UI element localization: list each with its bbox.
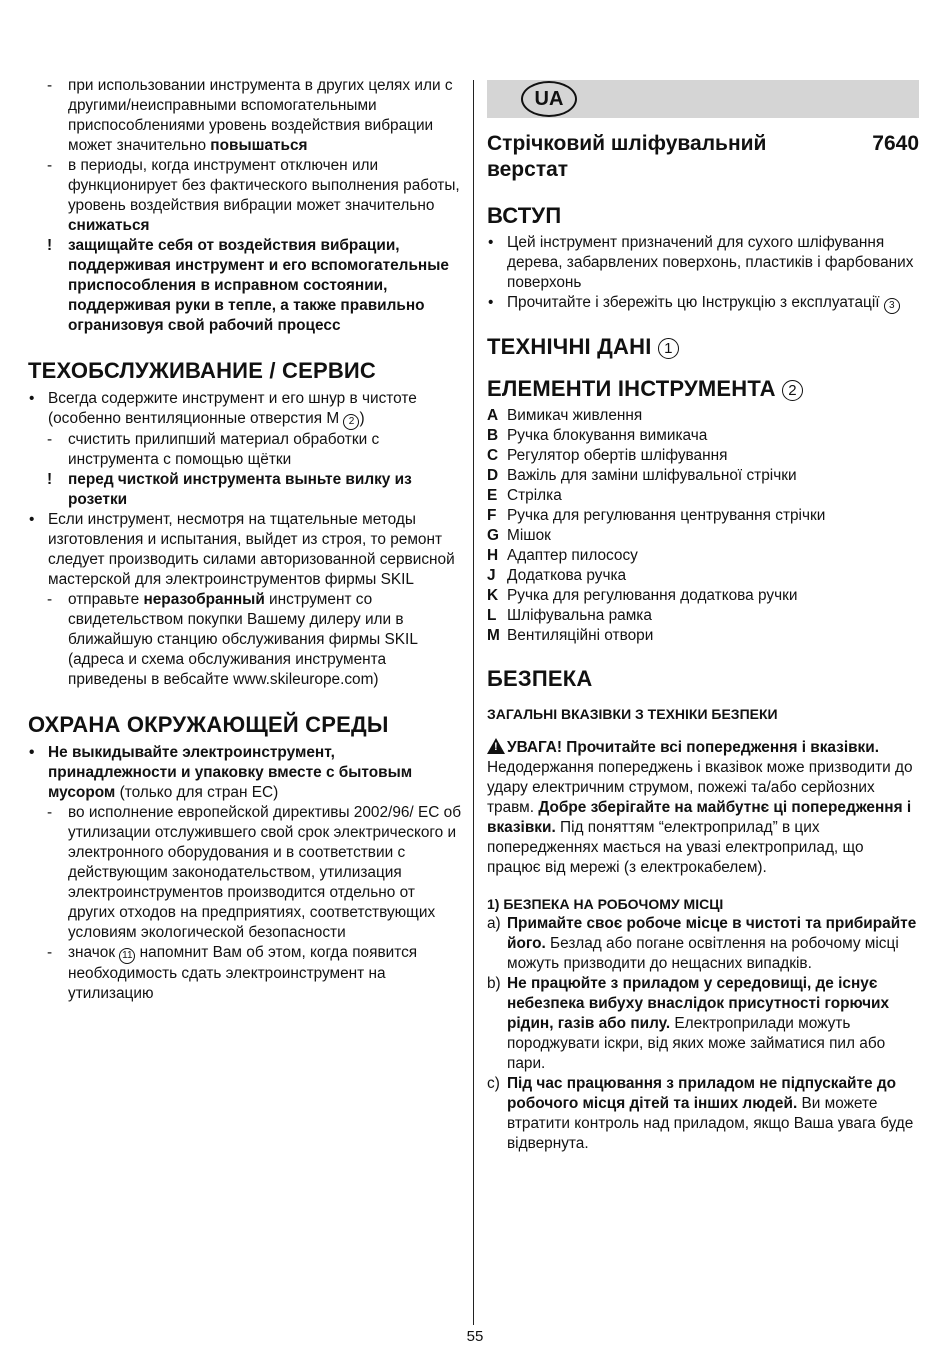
part-label: Ручка для регулювання додаткова ручки <box>507 587 798 604</box>
dash-marker: - <box>47 591 53 608</box>
item-letter: b) <box>487 975 501 992</box>
product-title: Стрічковий шліфувальний верстат <box>487 132 767 181</box>
item-letter: c) <box>487 1075 500 1092</box>
figure-ref-icon: 1 <box>658 338 679 359</box>
dash-marker: - <box>47 431 53 448</box>
safety-items-list <box>487 914 919 1154</box>
part-key: K <box>487 587 499 604</box>
section-heading-safety: БЕЗПЕКА <box>487 666 593 691</box>
product-title-row <box>487 131 919 183</box>
figure-ref-icon: 2 <box>782 380 803 401</box>
item-text: Безлад або погане освітлення на робочому місці можуть призводити до нещасних випадків. <box>507 935 899 972</box>
list-item: - в периоды, когда инструмент отключен или функционирует без фактического выполнения работы, уровень воздействия вибрации может значительно снижаться <box>47 157 460 234</box>
part-label: Регулятор обертів шліфування <box>507 447 728 464</box>
part-label: Важіль для заміни шліфувальної стрічки <box>507 467 797 484</box>
part-label: Мішок <box>507 527 551 544</box>
part-key: C <box>487 447 499 464</box>
part-label: Вентиляційні отвори <box>507 627 654 644</box>
bullet-icon: • <box>29 744 35 761</box>
part-label: Шліфувальна рамка <box>507 607 652 624</box>
model-number: 7640 <box>872 132 919 155</box>
warning-triangle-icon: ! <box>487 738 505 754</box>
warning-marker: ! <box>47 471 53 488</box>
item-letter: a) <box>487 915 501 932</box>
figure-ref-icon: 3 <box>884 298 900 314</box>
item-bold-text: Примайте своє робоче місце в чистоті та прибирайте його. <box>507 915 917 952</box>
bullet-icon: • <box>29 511 35 528</box>
bullet-icon: • <box>29 390 35 407</box>
list-marker: - <box>47 77 53 94</box>
column-divider <box>473 80 474 1325</box>
part-key: A <box>487 407 499 424</box>
dash-marker: - <box>47 944 53 961</box>
part-label: Ручка для регулювання центрування стрічки <box>507 507 826 524</box>
part-key: E <box>487 487 498 504</box>
warning-item: ! перед чисткой инструмента выньте вилку из розетки <box>47 471 412 508</box>
part-key: D <box>487 467 499 484</box>
section-heading-elements: ЕЛЕМЕНТИ ІНСТРУМЕНТА 2 <box>487 376 919 402</box>
part-label: Адаптер пилососу <box>507 547 638 564</box>
part-key: L <box>487 607 497 624</box>
language-badge: UA <box>521 81 577 117</box>
list-item: • Прочитайте і збережіть цю Інструкцію з експлуатації 3 <box>487 293 919 314</box>
warning-item: ! защищайте себя от воздействия вибрации, поддерживая инструмент и его вспомогательные приспособления в исправном состоянии, поддерживая руки в тепле, а также правильно огранизовуя свой рабочий процесс <box>47 237 449 334</box>
part-label: Вимикач живлення <box>507 407 643 424</box>
section-heading-tech-data: ТЕХНІЧНІ ДАНІ 1 <box>487 334 919 360</box>
safety-subheading: ЗАГАЛЬНІ ВКАЗІВКИ З ТЕХНІКИ БЕЗПЕКИ <box>487 706 778 722</box>
safety-warning-paragraph: ! УВАГА! Прочитайте всі попередження і вказівки. Недодержання попереджень і вказівок може призводити до удару електричним струмом, пожежі та/або серйозних травм. Добре зберігайте на майбутнє ці попередження і вказівки. Під поняттям “електроприлад” в цих попередженнях мається на увазі електроприлад, що працює від мережі (з електрокабелем). <box>487 739 913 876</box>
page-number: 55 <box>466 1328 484 1345</box>
figure-ref-icon: 2 <box>343 414 359 430</box>
list-item: - отправьте неразобранный инструмент со свидетельством покупки Вашему дилеру или в ближайшую станцию обслуживания фирмы SKIL (адреса и схема обслуживания инструмента приведены в вебсайте www.skileurope.com) <box>47 591 418 688</box>
list-item: • Не выкидывайте электроинструмент, принадлежности и упаковку вместе с бытовым мусором (только для стран ЕС) <box>29 744 413 801</box>
part-key: B <box>487 427 499 444</box>
part-key: H <box>487 547 499 564</box>
dash-marker: - <box>47 804 53 821</box>
part-key: M <box>487 627 500 644</box>
safety-item <box>487 1074 919 1154</box>
safety-item <box>487 974 919 1074</box>
part-key: F <box>487 507 497 524</box>
bullet-icon: • <box>488 294 494 311</box>
safety-item <box>487 914 919 974</box>
parts-list <box>487 406 919 646</box>
workplace-safety-heading: 1) БЕЗПЕКА НА РОБОЧОМУ МІСЦІ <box>487 896 724 912</box>
item-text: Електроприлади можуть породжувати іскри, від яких може займатися пил або пари. <box>507 1015 886 1072</box>
list-item: • Всегда содержите инструмент и его шнур в чистоте (особенно вентиляционные отверстия M 2 ) <box>28 389 466 430</box>
left-column <box>28 76 466 1004</box>
warning-marker: ! <box>47 237 53 254</box>
list-item: • Цей інструмент призначений для сухого шліфування дерева, забарвлених поверхонь, пластиків і фарбованих поверхонь <box>488 234 914 291</box>
section-heading-intro: ВСТУП <box>487 203 562 228</box>
part-key: G <box>487 527 499 544</box>
section-heading-service: ТЕХОБСЛУЖИВАНИЕ / СЕРВИС <box>28 358 377 383</box>
item-bold-text: Не працюйте з приладом у середовищі, де існує небезпека вибуху внаслідок присутності горючих рідин, газів або пилу. <box>507 975 890 1032</box>
part-label: Стрілка <box>507 487 562 504</box>
list-item: - значок 11 напомнит Вам об этом, когда появится необходимость сдать электроинструмент на утилизацию <box>47 944 418 1002</box>
recycle-symbol-ref-icon: 11 <box>119 948 135 964</box>
list-item: - при использовании инструмента в других целях или с другими/неисправными вспомогательными приспособлениями уровень воздействия вибрации может значительно повышаться <box>47 77 453 154</box>
section-heading-environment: ОХРАНА ОКРУЖАЮЩЕЙ СРЕДЫ <box>28 712 389 737</box>
part-label: Ручка блокування вимикача <box>507 427 708 444</box>
list-marker: - <box>47 157 53 174</box>
bullet-icon: • <box>488 234 494 251</box>
list-item: - счистить прилипший материал обработки с инструмента с помощью щётки <box>47 431 380 468</box>
language-bar <box>487 80 919 118</box>
item-text: Ви можете втратити контроль над приладом, якщо Ваша увага буде відвернута. <box>507 1095 914 1152</box>
right-column <box>487 76 919 1154</box>
part-label: Додаткова ручка <box>507 567 627 584</box>
item-bold-text: Під час працювання з приладом не підпускайте до робочого місця дітей та інших людей. <box>507 1075 897 1112</box>
list-item: • Если инструмент, несмотря на тщательные методы изготовления и испытания, выйдет из строя, то ремонт следует производить силами авторизованной сервисной мастерской для электроинструментов фирмы SKIL <box>29 511 455 588</box>
list-item: - во исполнение европейской директивы 2002/96/ ЕС об утилизации отслужившего свой срок электрического и электронного оборудования и в соответствии с действующим законодательством, утилизация электроинструментов производится отдельно от других отходов на предприятиях, соответствующих условиям экологической безопасности <box>47 804 462 941</box>
part-key: J <box>487 567 496 584</box>
